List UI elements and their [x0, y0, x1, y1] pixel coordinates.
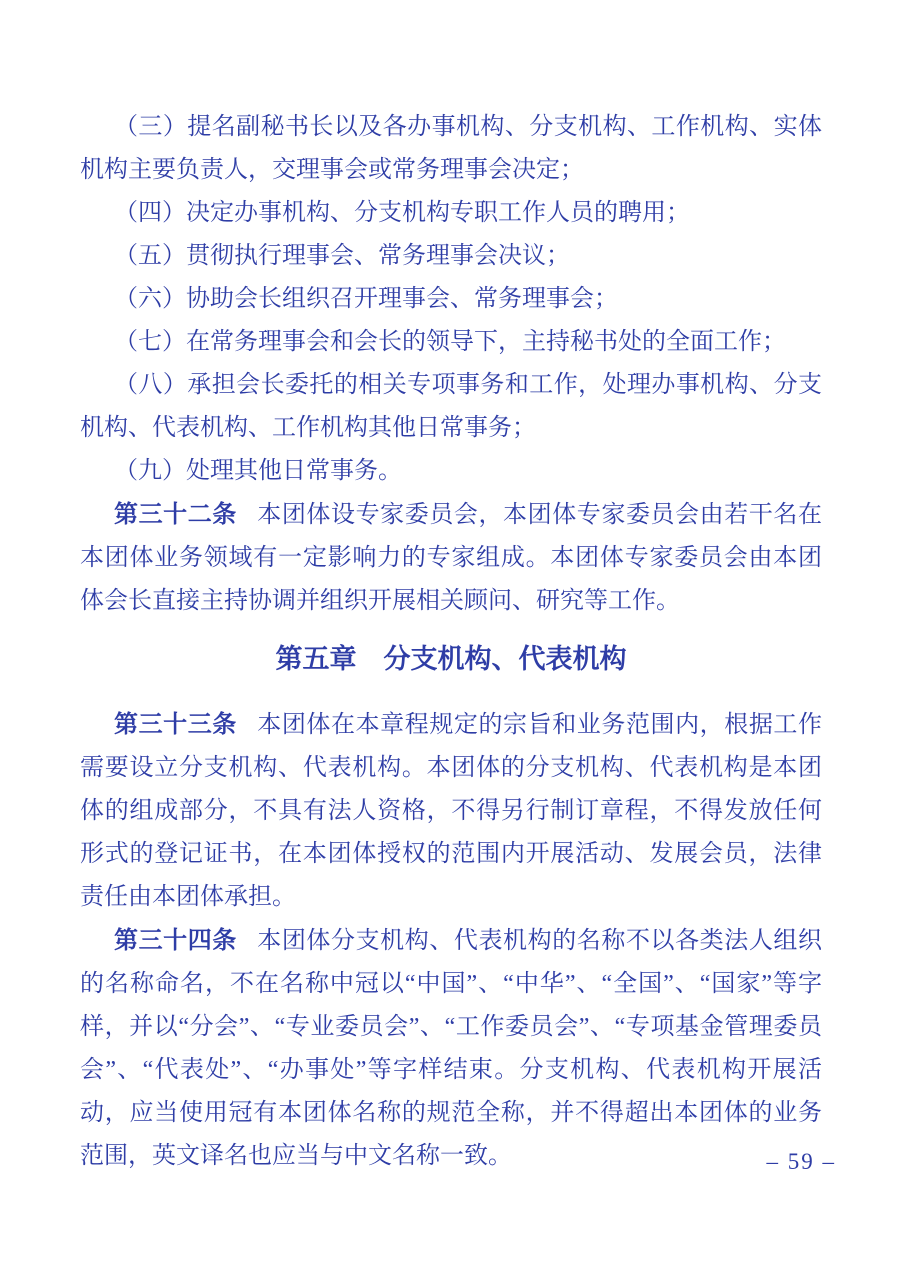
article-32-text: 本团体设专家委员会，本团体专家委员会由若干名在本团体业务领域有一定影响力的专家组成。本团体专家委员会由本团体会长直接主持协调并组织开展相关顾问、研究等工作。: [80, 502, 822, 614]
chapter-5-heading: 第五章 分支机构、代表机构: [275, 644, 627, 674]
clause-item-8: （八）承担会长委托的相关专项事务和工作，处理办事机构、分支机构、代表机构、工作机构其他日常事务；: [80, 372, 822, 441]
clause-item-9: （九）处理其他日常事务。: [114, 458, 402, 484]
article-33: [80, 703, 822, 919]
article-32-number: 第三十二条: [114, 501, 237, 528]
article-34-text: 本团体分支机构、代表机构的名称不以各类法人组织的名称命名，不在名称中冠以“中国”、“中华”、“全国”、“国家”等字样，并以“分会”、“专业委员会”、“工作委员会”、“专项基金管理委员会”、“代表处”、“办事处”等字样结束。分支机构、代表机构开展活动，应当使用冠有本团体名称的规范全称，并不得超出本团体的业务范围，英文译名也应当与中文名称一致。: [80, 928, 822, 1169]
article-32: [80, 493, 822, 623]
clause-item-5: （五）贯彻执行理事会、常务理事会决议；: [114, 243, 570, 269]
clause-item-3: （三）提名副秘书长以及各办事机构、分支机构、工作机构、实体机构主要负责人，交理事会或常务理事会决定；: [80, 114, 822, 183]
article-33-text: 本团体在本章程规定的宗旨和业务范围内，根据工作需要设立分支机构、代表机构。本团体的分支机构、代表机构是本团体的组成部分，不具有法人资格，不得另行制订章程，不得发放任何形式的登记证书，在本团体授权的范围内开展活动、发展会员，法律责任由本团体承担。: [80, 712, 822, 910]
clause-item-7: （七）在常务理事会和会长的领导下，主持秘书处的全面工作；: [114, 329, 786, 355]
article-34-number: 第三十四条: [114, 927, 237, 954]
clause-item-4: （四）决定办事机构、分支机构专职工作人员的聘用；: [114, 200, 690, 226]
clause-item-6: （六）协助会长组织召开理事会、常务理事会；: [114, 286, 618, 312]
article-33-number: 第三十三条: [114, 711, 237, 738]
article-34: [80, 919, 822, 1178]
page-number: – 59 –: [766, 1149, 836, 1174]
